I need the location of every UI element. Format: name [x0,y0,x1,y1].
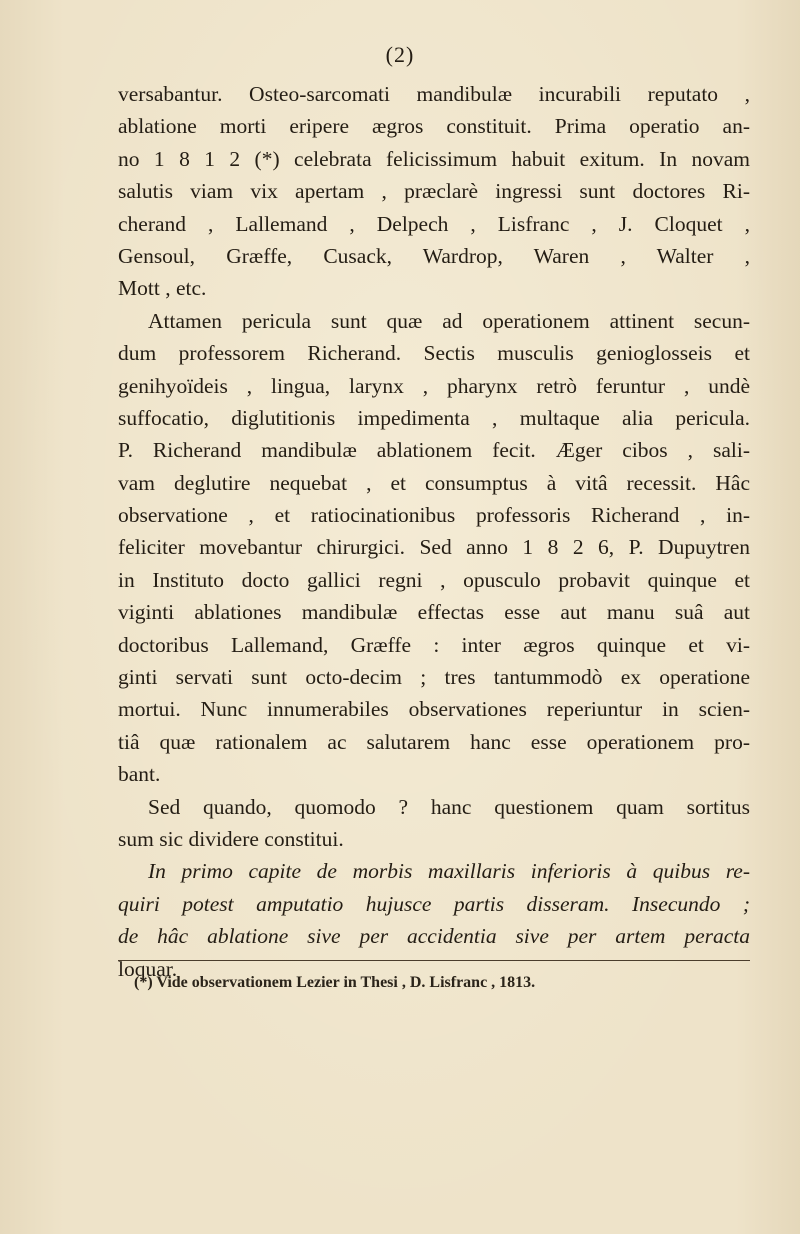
text-line: ablatione morti eripere ægros constituit. Prima operatio an- [118,114,750,139]
text-line: salutis viam vix apertam , præclarè ingressi sunt doctores Ri- [118,179,750,204]
text-line: In primo capite de morbis maxillaris inferioris à quibus re- [148,859,750,884]
text-line: observatione , et ratiocinationibus professoris Richerand , in- [118,503,750,528]
footnote: (*) Vide observationem Lezier in Thesi , D. Lisfranc , 1813. [134,974,536,991]
text-line: viginti ablationes mandibulæ effectas esse aut manu suâ aut [118,600,750,625]
text-line: suffocatio, diglutitionis impedimenta , multaque alia pericula. [118,405,750,430]
text-line: Sed quando, quomodo ? hanc questionem quam sortitus [148,794,750,819]
text-line: genihyoïdeis , lingua, larynx , pharynx retrò feruntur , undè [118,373,750,398]
text-line: loquar. [118,956,178,981]
page-number: (2) [385,42,415,67]
text-line: cherand , Lallemand , Delpech , Lisfranc , J. Cloquet , [118,211,750,236]
text-line: versabantur. Osteo-sarcomati mandibulæ incurabili reputato , [118,82,750,106]
text-line: tiâ quæ rationalem ac salutarem hanc esse operationem pro- [118,729,750,754]
text-line: quiri potest amputatio hujusce partis disseram. Insecundo ; [118,891,750,916]
text-line: Mott , etc. [118,276,207,301]
text-line: de hâc ablatione sive per accidentia sive per artem peracta [118,924,750,949]
text-line: vam deglutire nequebat , et consumptus à vitâ recessit. Hâc [118,470,750,495]
text-line: bant. [118,762,161,787]
text-line: doctoribus Lallemand, Græffe : inter ægros quinque et vi- [118,632,750,657]
text-line: sum sic dividere constitui. [118,826,344,851]
text-line: Gensoul, Græffe, Cusack, Wardrop, Waren , Walter , [118,243,750,268]
text-line: Attamen pericula sunt quæ ad operationem attinent secun- [148,308,750,333]
body-text [118,78,750,985]
text-line: no 1 8 1 2 (*) celebrata felicissimum habuit exitum. In novam [118,146,750,171]
text-line: mortui. Nunc innumerabiles observationes reperiuntur in scien- [118,697,750,722]
text-line: feliciter movebantur chirurgici. Sed anno 1 8 2 6, P. Dupuytren [118,535,750,560]
footnote-rule [118,960,750,961]
text-line: ginti servati sunt octo-decim ; tres tantummodò ex operatione [118,665,750,690]
text-line: dum professorem Richerand. Sectis musculis genioglosseis et [118,341,750,366]
text-line: in Instituto docto gallici regni , opusculo probavit quinque et [118,567,750,592]
text-line: P. Richerand mandibulæ ablationem fecit. Æger cibos , sali- [118,438,750,463]
